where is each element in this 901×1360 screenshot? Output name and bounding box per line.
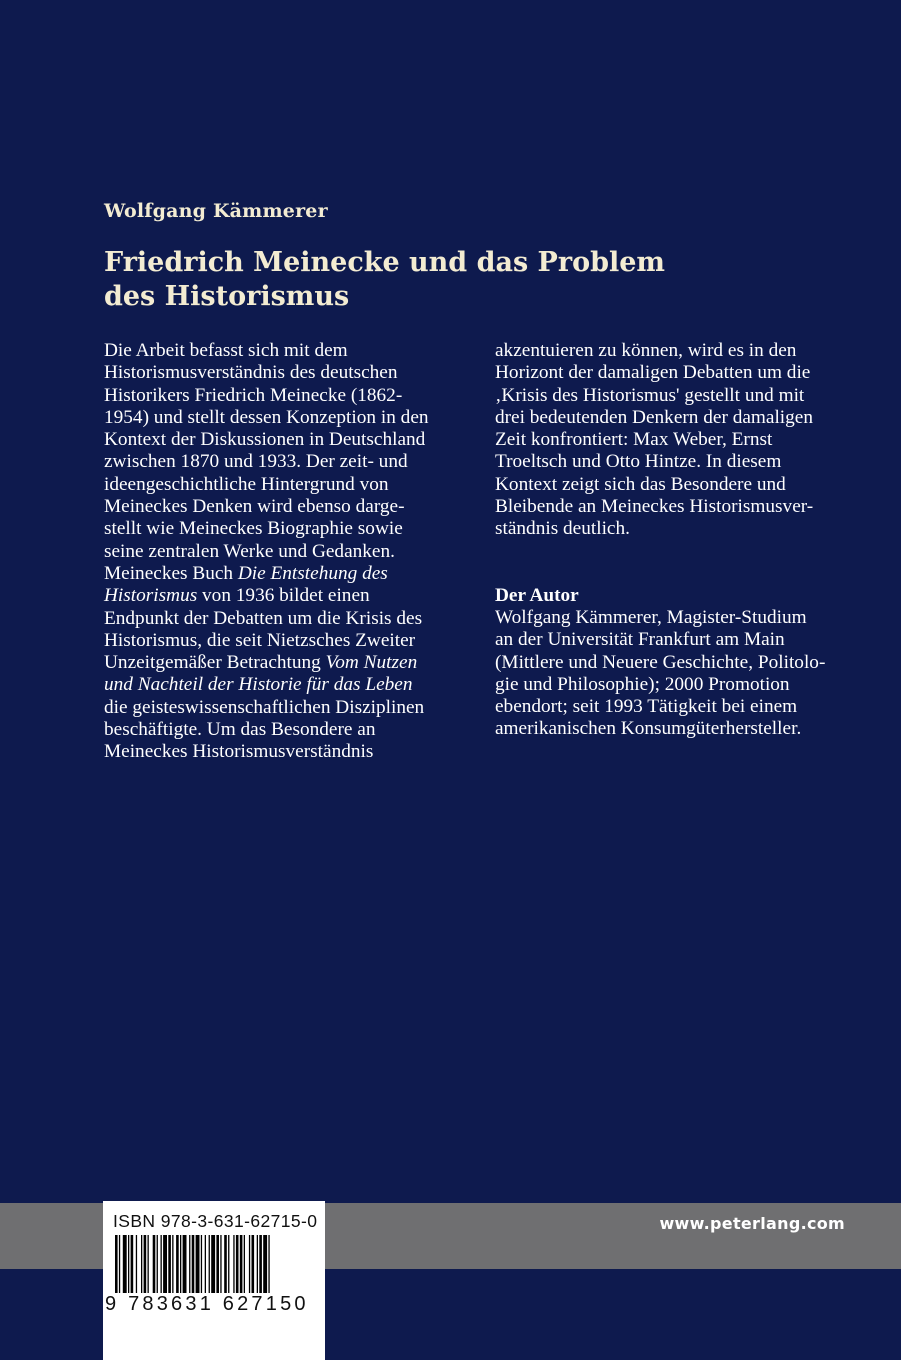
title-line: des Historismus — [104, 281, 350, 312]
blurb-line: Troeltsch und Otto Hintze. In diesem — [495, 451, 782, 473]
book-title-reference: und Nachteil der Historie für das Leben — [104, 674, 413, 696]
publisher-website: www.peterlang.com — [659, 1214, 845, 1233]
blurb-line: 1954) und stellt dessen Konzeption in den — [104, 406, 429, 428]
blurb-line: stellt wie Meineckes Biographie sowie — [104, 518, 403, 540]
blurb-line: die geisteswissenschaftlichen Disziplinen — [104, 696, 425, 718]
blurb-line: Horizont der damaligen Debatten um die — [495, 362, 811, 384]
barcode-panel — [103, 1201, 325, 1360]
blurb-text: Meineckes Buch — [104, 562, 238, 584]
blurb-line: Historikers Friedrich Meinecke (1862- — [104, 384, 403, 406]
author-bio-line: an der Universität Frankfurt am Main — [495, 629, 785, 651]
blurb-line: Zeit konfrontiert: Max Weber, Ernst — [495, 429, 773, 451]
book-title-reference: Historismus — [104, 585, 198, 607]
blurb-line: zwischen 1870 und 1933. Der zeit- und — [104, 451, 408, 473]
section-spacer — [495, 541, 855, 585]
blurb-line: Kontext der Diskussionen in Deutschland — [104, 429, 426, 451]
blurb-line — [104, 674, 434, 696]
author-bio-line: Wolfgang Kämmerer, Magister-Studium — [495, 606, 807, 628]
blurb-text: von 1936 bildet einen — [197, 585, 370, 607]
blurb-line: Kontext zeigt sich das Besondere und — [495, 473, 786, 495]
blurb-line: Meineckes Historismusverständnis — [104, 741, 374, 763]
blurb-line: ideengeschichtliche Hintergrund von — [104, 473, 389, 495]
title-line: Friedrich Meinecke und das Problem — [104, 247, 665, 278]
author-bio-line: gie und Philosophie); 2000 Promotion — [495, 673, 790, 695]
blurb-line: seine zentralen Werke und Gedanken. — [104, 540, 395, 562]
book-title-reference: Die Entstehung des — [237, 562, 388, 584]
blurb-line: Meineckes Denken wird ebenso darge- — [104, 496, 405, 518]
barcode-digits-text: 9 783631 627150 — [105, 1293, 309, 1315]
blurb-left-column — [104, 340, 434, 764]
blurb-right-column — [495, 340, 855, 741]
blurb-line: ständnis deutlich. — [495, 518, 630, 540]
author-bio-line: ebendort; seit 1993 Tätigkeit bei einem — [495, 696, 798, 718]
blurb-line: Bleibende an Meineckes Historismusver- — [495, 496, 814, 518]
blurb-text: Unzeitgemäßer Betrachtung — [104, 652, 326, 674]
blurb-line: ‚Krisis des Historismus' gestellt und mit — [495, 384, 805, 406]
book-title — [104, 246, 804, 314]
author-name: Wolfgang Kämmerer — [104, 200, 328, 222]
blurb-line: Endpunkt der Debatten um die Krisis des — [104, 607, 423, 629]
blurb-line: Historismus, die seit Nietzsches Zweiter — [104, 629, 416, 651]
about-author-heading: Der Autor — [495, 584, 579, 606]
blurb-line: beschäftigte. Um das Besondere an — [104, 719, 376, 741]
author-bio-line: (Mittlere und Neuere Geschichte, Politolo- — [495, 651, 826, 673]
blurb-line — [104, 585, 434, 607]
isbn-number: ISBN 978-3-631-62715-0 — [113, 1211, 318, 1231]
blurb-line — [104, 652, 434, 674]
barcode-digits — [105, 1293, 323, 1316]
blurb-line: drei bedeutenden Denkern der damaligen — [495, 406, 813, 428]
author-bio-line: amerikanischen Konsumgüterhersteller. — [495, 718, 802, 740]
blurb-line: Die Arbeit befasst sich mit dem — [104, 340, 348, 361]
blurb-line — [104, 563, 434, 585]
blurb-line: Historismusverständnis des deutschen — [104, 362, 398, 384]
book-title-reference: Vom Nutzen — [325, 652, 418, 674]
blurb-line: akzentuieren zu können, wird es in den — [495, 340, 797, 361]
